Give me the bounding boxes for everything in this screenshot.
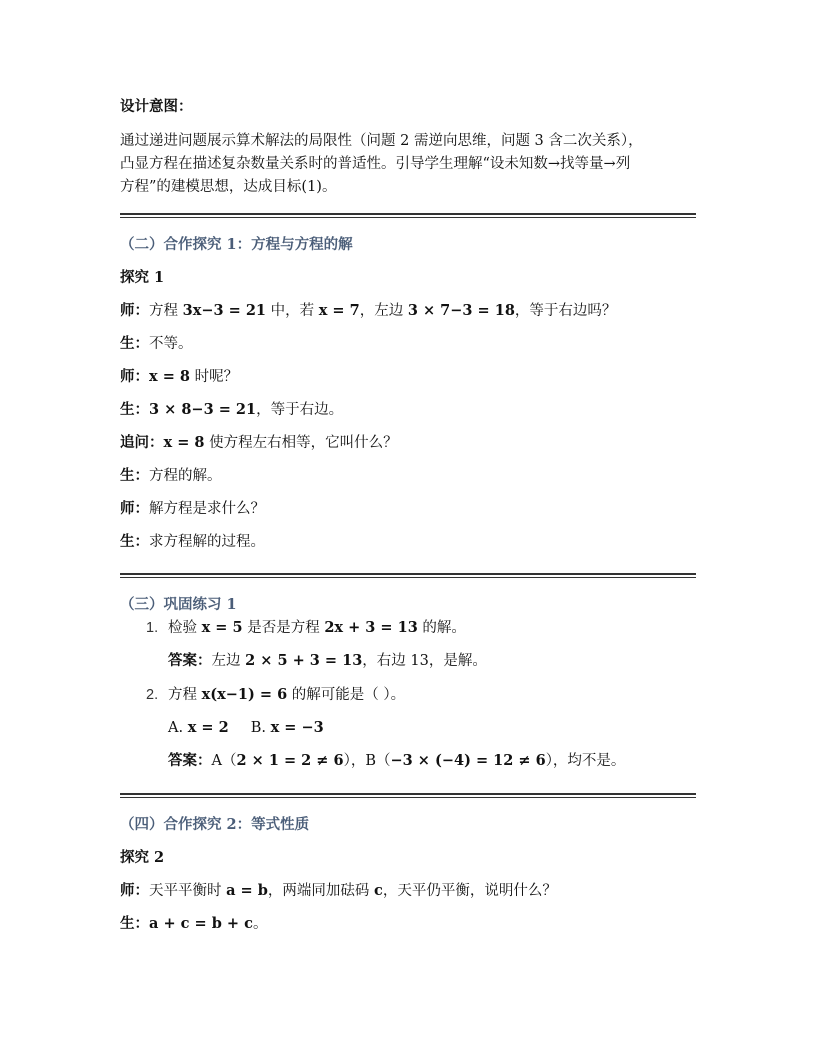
option-label: A. (168, 720, 188, 736)
dialogue-line (120, 498, 265, 520)
math-expression: c (374, 882, 383, 899)
exercise-options (168, 717, 324, 739)
math-expression: x = 8 (163, 434, 205, 451)
explore-label-2: 探究 2 (120, 849, 165, 866)
text-segment: ，等于右边。 (256, 402, 344, 418)
text-segment: 的解可能是（ ）。 (287, 687, 406, 703)
math-expression: x = 5 (201, 619, 243, 636)
math-expression: x = 8 (149, 368, 190, 385)
text-segment: 解方程是求什么？ (149, 501, 265, 517)
dialogue-line (120, 432, 398, 454)
dialogue-line (120, 913, 267, 935)
text-segment: ，天平仍平衡，说明什么？ (382, 883, 557, 899)
text-segment: 是否是方程 (242, 620, 325, 636)
math-expression: 2x + 3 = 13 (324, 619, 418, 636)
section-divider (120, 573, 696, 578)
exercise-answer-1 (168, 650, 487, 672)
text-segment: 方程 (168, 687, 202, 703)
list-number: 1. (146, 620, 159, 636)
math-expression: x = −3 (270, 719, 324, 736)
math-expression: 3 × 7−3 = 18 (407, 302, 515, 319)
text-segment: ），B（ (343, 753, 391, 769)
text-segment: 方程 (149, 303, 183, 319)
section-title-4: （四）合作探究 2：等式性质 (120, 816, 310, 833)
design-heading: 设计意图： (120, 98, 193, 115)
math-expression: 3 × 8−3 = 21 (149, 401, 257, 418)
dialogue-line (120, 300, 616, 322)
text-segment: ，等于右边吗？ (514, 303, 617, 319)
text-segment: 时呢？ (189, 369, 239, 385)
option-label: B. (250, 720, 271, 736)
section-divider (120, 213, 696, 218)
speaker-label: 师： (120, 302, 149, 319)
exercise-question-1 (168, 617, 466, 639)
math-expression: 2 × 1 = 2 ≠ 6 (236, 752, 344, 769)
speaker-label: 生： (120, 335, 149, 352)
text-segment: 使方程左右相等，它叫什么？ (204, 435, 398, 451)
design-text-line-2: 凸显方程在描述复杂数量关系时的普适性。引导学生理解“设未知数→找等量→列 (120, 156, 631, 172)
text-segment: 求方程解的过程。 (149, 534, 265, 550)
dialogue-line (120, 366, 238, 388)
dialogue-line (120, 399, 343, 421)
text-segment: ，两端同加砝码 (267, 883, 374, 899)
text-segment: 的解。 (417, 620, 466, 636)
exercise-question-2 (168, 684, 405, 706)
answer-label: 答案： (168, 752, 212, 769)
design-text-line-3: 方程”的建模思想，达成目标(1)。 (120, 179, 337, 195)
section-divider (120, 793, 696, 798)
text-segment: 检验 (168, 620, 202, 636)
speaker-label: 追问： (120, 434, 164, 451)
speaker-label: 师： (120, 368, 149, 385)
math-expression: a = b (226, 882, 268, 899)
math-expression: a + c = b + c (149, 915, 253, 932)
speaker-label: 生： (120, 467, 149, 484)
list-number: 2. (146, 687, 159, 703)
text-segment: ），均不是。 (545, 753, 626, 769)
dialogue-line (120, 465, 222, 487)
math-expression: −3 × (−4) = 12 ≠ 6 (390, 752, 546, 769)
speaker-label: 师： (120, 500, 149, 517)
text-segment: 方程的解。 (149, 468, 222, 484)
text-segment: ，右边 13，是解。 (362, 653, 487, 669)
math-expression: x(x−1) = 6 (201, 686, 288, 703)
text-segment: ，左边 (359, 303, 408, 319)
explore-label-1: 探究 1 (120, 269, 165, 286)
math-expression: x = 2 (187, 719, 229, 736)
text-segment: 左边 (211, 653, 246, 669)
speaker-label: 生： (120, 401, 149, 418)
text-segment: 。 (252, 916, 268, 932)
exercise-answer-2 (168, 750, 625, 772)
dialogue-line (120, 531, 265, 553)
dialogue-line (120, 880, 557, 902)
speaker-label: 生： (120, 533, 149, 550)
text-segment: 中，若 (266, 303, 319, 319)
text-segment: 不等。 (149, 336, 193, 352)
text-segment: 天平平衡时 (149, 883, 227, 899)
speaker-label: 师： (120, 882, 149, 899)
design-text-line-1: 通过递进问题展示算术解法的局限性（问题 2 需逆向思维，问题 3 含二次关系）， (120, 133, 643, 149)
speaker-label: 生： (120, 915, 149, 932)
section-title-2: （二）合作探究 1：方程与方程的解 (120, 236, 353, 253)
math-expression: 3x−3 = 21 (182, 302, 267, 319)
dialogue-line (120, 333, 193, 355)
math-expression: 2 × 5 + 3 = 13 (245, 652, 363, 669)
math-expression: x = 7 (318, 302, 360, 319)
text-segment: A（ (211, 753, 237, 769)
answer-label: 答案： (168, 652, 212, 669)
section-title-3: （三）巩固练习 1 (120, 596, 237, 613)
